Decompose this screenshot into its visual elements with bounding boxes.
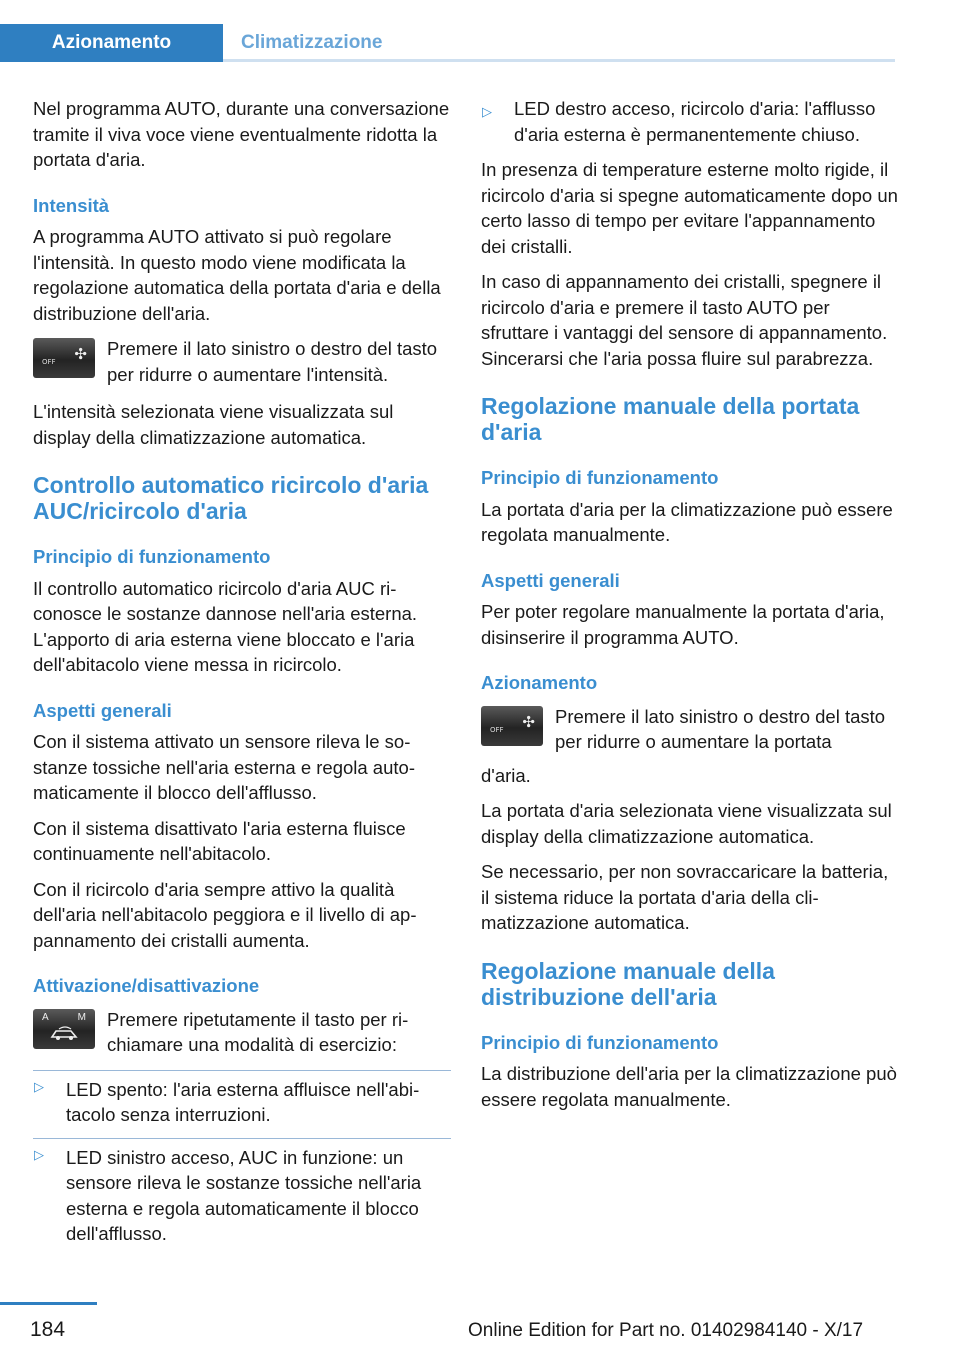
- heading-azionamento: Azionamento: [481, 672, 598, 693]
- off-label: OFF: [42, 358, 56, 366]
- heading-principio: Principio di funzionamento: [481, 1031, 719, 1053]
- page-number-rule: [0, 1302, 97, 1305]
- triangle-bullet-icon: ▷: [34, 1078, 44, 1094]
- right-column: [481, 96, 899, 1122]
- mode-list-continued: [481, 96, 899, 147]
- recirculation-button-image: [33, 1009, 95, 1049]
- paragraph: Nel programma AUTO, durante una conversazione tramite il viva voce viene eventualmente ridotta la portata d'aria.: [33, 98, 450, 170]
- triangle-bullet-icon: ▷: [482, 104, 492, 119]
- section-tab-azionamento: Azionamento: [0, 24, 223, 62]
- triangle-bullet-icon: ▷: [34, 1146, 44, 1162]
- list-item: [33, 1138, 451, 1247]
- paragraph: d'aria.: [481, 764, 531, 786]
- paragraph: La portata d'aria selezionata viene visualizzata sul display della climatizzazione automatica.: [481, 800, 892, 847]
- list-item-text: LED destro acceso, ricircolo d'aria: l'afflusso d'aria esterna è permanentemente chiuso.: [514, 98, 876, 145]
- paragraph: Per poter regolare manualmente la portata d'aria, disinserire il programma AUTO.: [481, 601, 885, 648]
- paragraph: Con il sistema disattivato l'aria esterna fluisce continuamente nell'abitacolo.: [33, 817, 406, 864]
- off-label: OFF: [490, 725, 504, 734]
- control-intensity: [33, 336, 451, 387]
- paragraph: In caso di appannamento dei cristalli, spegnere il ricircolo d'aria e premere il tasto AUTO per sfruttare i vantaggi del sensore di appannamento. Sincerarsi che l'aria possa fluire sul parabrezza.: [481, 271, 888, 369]
- edition-footer: Online Edition for Part no. 01402984140 - X/17: [468, 1320, 864, 1341]
- control-description: Premere il lato sinistro o destro del tasto per ridurre o aumentare l'intensità.: [107, 338, 438, 385]
- heading-attivazione: Attivazione/disattivazione: [33, 975, 260, 996]
- mode-list: [33, 1070, 451, 1247]
- heading-aspetti: Aspetti generali: [33, 699, 172, 721]
- heading-intensita: Intensità: [33, 194, 110, 216]
- paragraph: Con il sistema attivato un sensore rileva le sostanze tossiche nell'aria esterna e regola automaticamente il blocco dell'afflusso.: [33, 731, 415, 803]
- paragraph: Se necessario, per non sovraccaricare la batteria, il sistema riduce la portata d'aria della climatizzazione automatica.: [481, 861, 889, 933]
- heading-distribuzione: Regolazione manuale della distribuzione dell'aria: [481, 957, 775, 1010]
- control-description: Premere il lato sinistro o destro del tasto per ridurre o aumentare la portata: [555, 705, 886, 752]
- list-item-text: LED sinistro acceso, AUC in funzione: un sensore rileva le sostanze tossiche nell'aria esterna e regola automaticamente il blocco dell'afflusso.: [66, 1146, 422, 1244]
- car-recirculation-icon: [49, 1026, 81, 1042]
- list-item: [33, 1070, 451, 1128]
- control-description: Premere ripetutamente il tasto per richiamare una modalità di esercizio:: [107, 1008, 409, 1055]
- heading-principio: Principio di funzionamento: [481, 467, 719, 488]
- paragraph: In presenza di temperature esterne molto rigide, il ricircolo d'aria si spegne automaticamente dopo un certo lasso di tempo per evitare l'appannamento dei cristalli.: [481, 159, 898, 257]
- control-recirculation: [33, 1007, 451, 1058]
- left-column: [33, 96, 451, 1257]
- section-tab-climatizzazione: Climatizzazione: [241, 32, 383, 53]
- page-header: [0, 0, 895, 62]
- header-rule: [223, 59, 895, 62]
- list-item: [481, 96, 899, 147]
- list-item-text: LED spento: l'aria esterna affluisce nell'abitacolo senza interruzioni.: [66, 1078, 420, 1125]
- paragraph: Con il ricircolo d'aria sempre attivo la qualità dell'aria nell'abitacolo peggiora e il livello di appannamento dei cristalli aumenta.: [33, 878, 417, 951]
- heading-auc: Controllo automatico ricircolo d'aria AUC/ricircolo d'aria: [33, 472, 429, 524]
- fan-icon: ✣: [522, 713, 535, 731]
- fan-rocker-button-image: [481, 706, 543, 746]
- paragraph: La distribuzione dell'aria per la climatizzazione può essere regolata manualmente.: [481, 1063, 897, 1110]
- paragraph: La portata d'aria per la climatizzazione può essere regolata manualmente.: [481, 498, 893, 545]
- fan-rocker-button-image: [33, 338, 95, 378]
- page-number: 184: [30, 1318, 66, 1341]
- paragraph: L'intensità selezionata viene visualizzata sul display della climatizzazione automatica.: [33, 401, 394, 448]
- heading-portata: Regolazione manuale della portata d'aria: [481, 393, 860, 445]
- paragraph: A programma AUTO attivato si può regolare l'intensità. In questo modo viene modificata la regolazione automatica della portata d'aria e della distribuzione dell'aria.: [33, 226, 441, 324]
- paragraph: Il controllo automatico ricircolo d'aria AUC riconosce le sostanze dannose nell'aria esterna. L'apporto di aria esterna viene bloccato e l'aria dell'abitacolo viene messa in ricircolo.: [33, 577, 418, 675]
- control-airflow: [481, 704, 899, 755]
- auto-label: A: [42, 1011, 49, 1023]
- heading-aspetti: Aspetti generali: [481, 569, 620, 591]
- heading-principio: Principio di funzionamento: [33, 546, 271, 567]
- fan-icon: ✣: [74, 346, 87, 363]
- manual-label: M: [77, 1011, 86, 1023]
